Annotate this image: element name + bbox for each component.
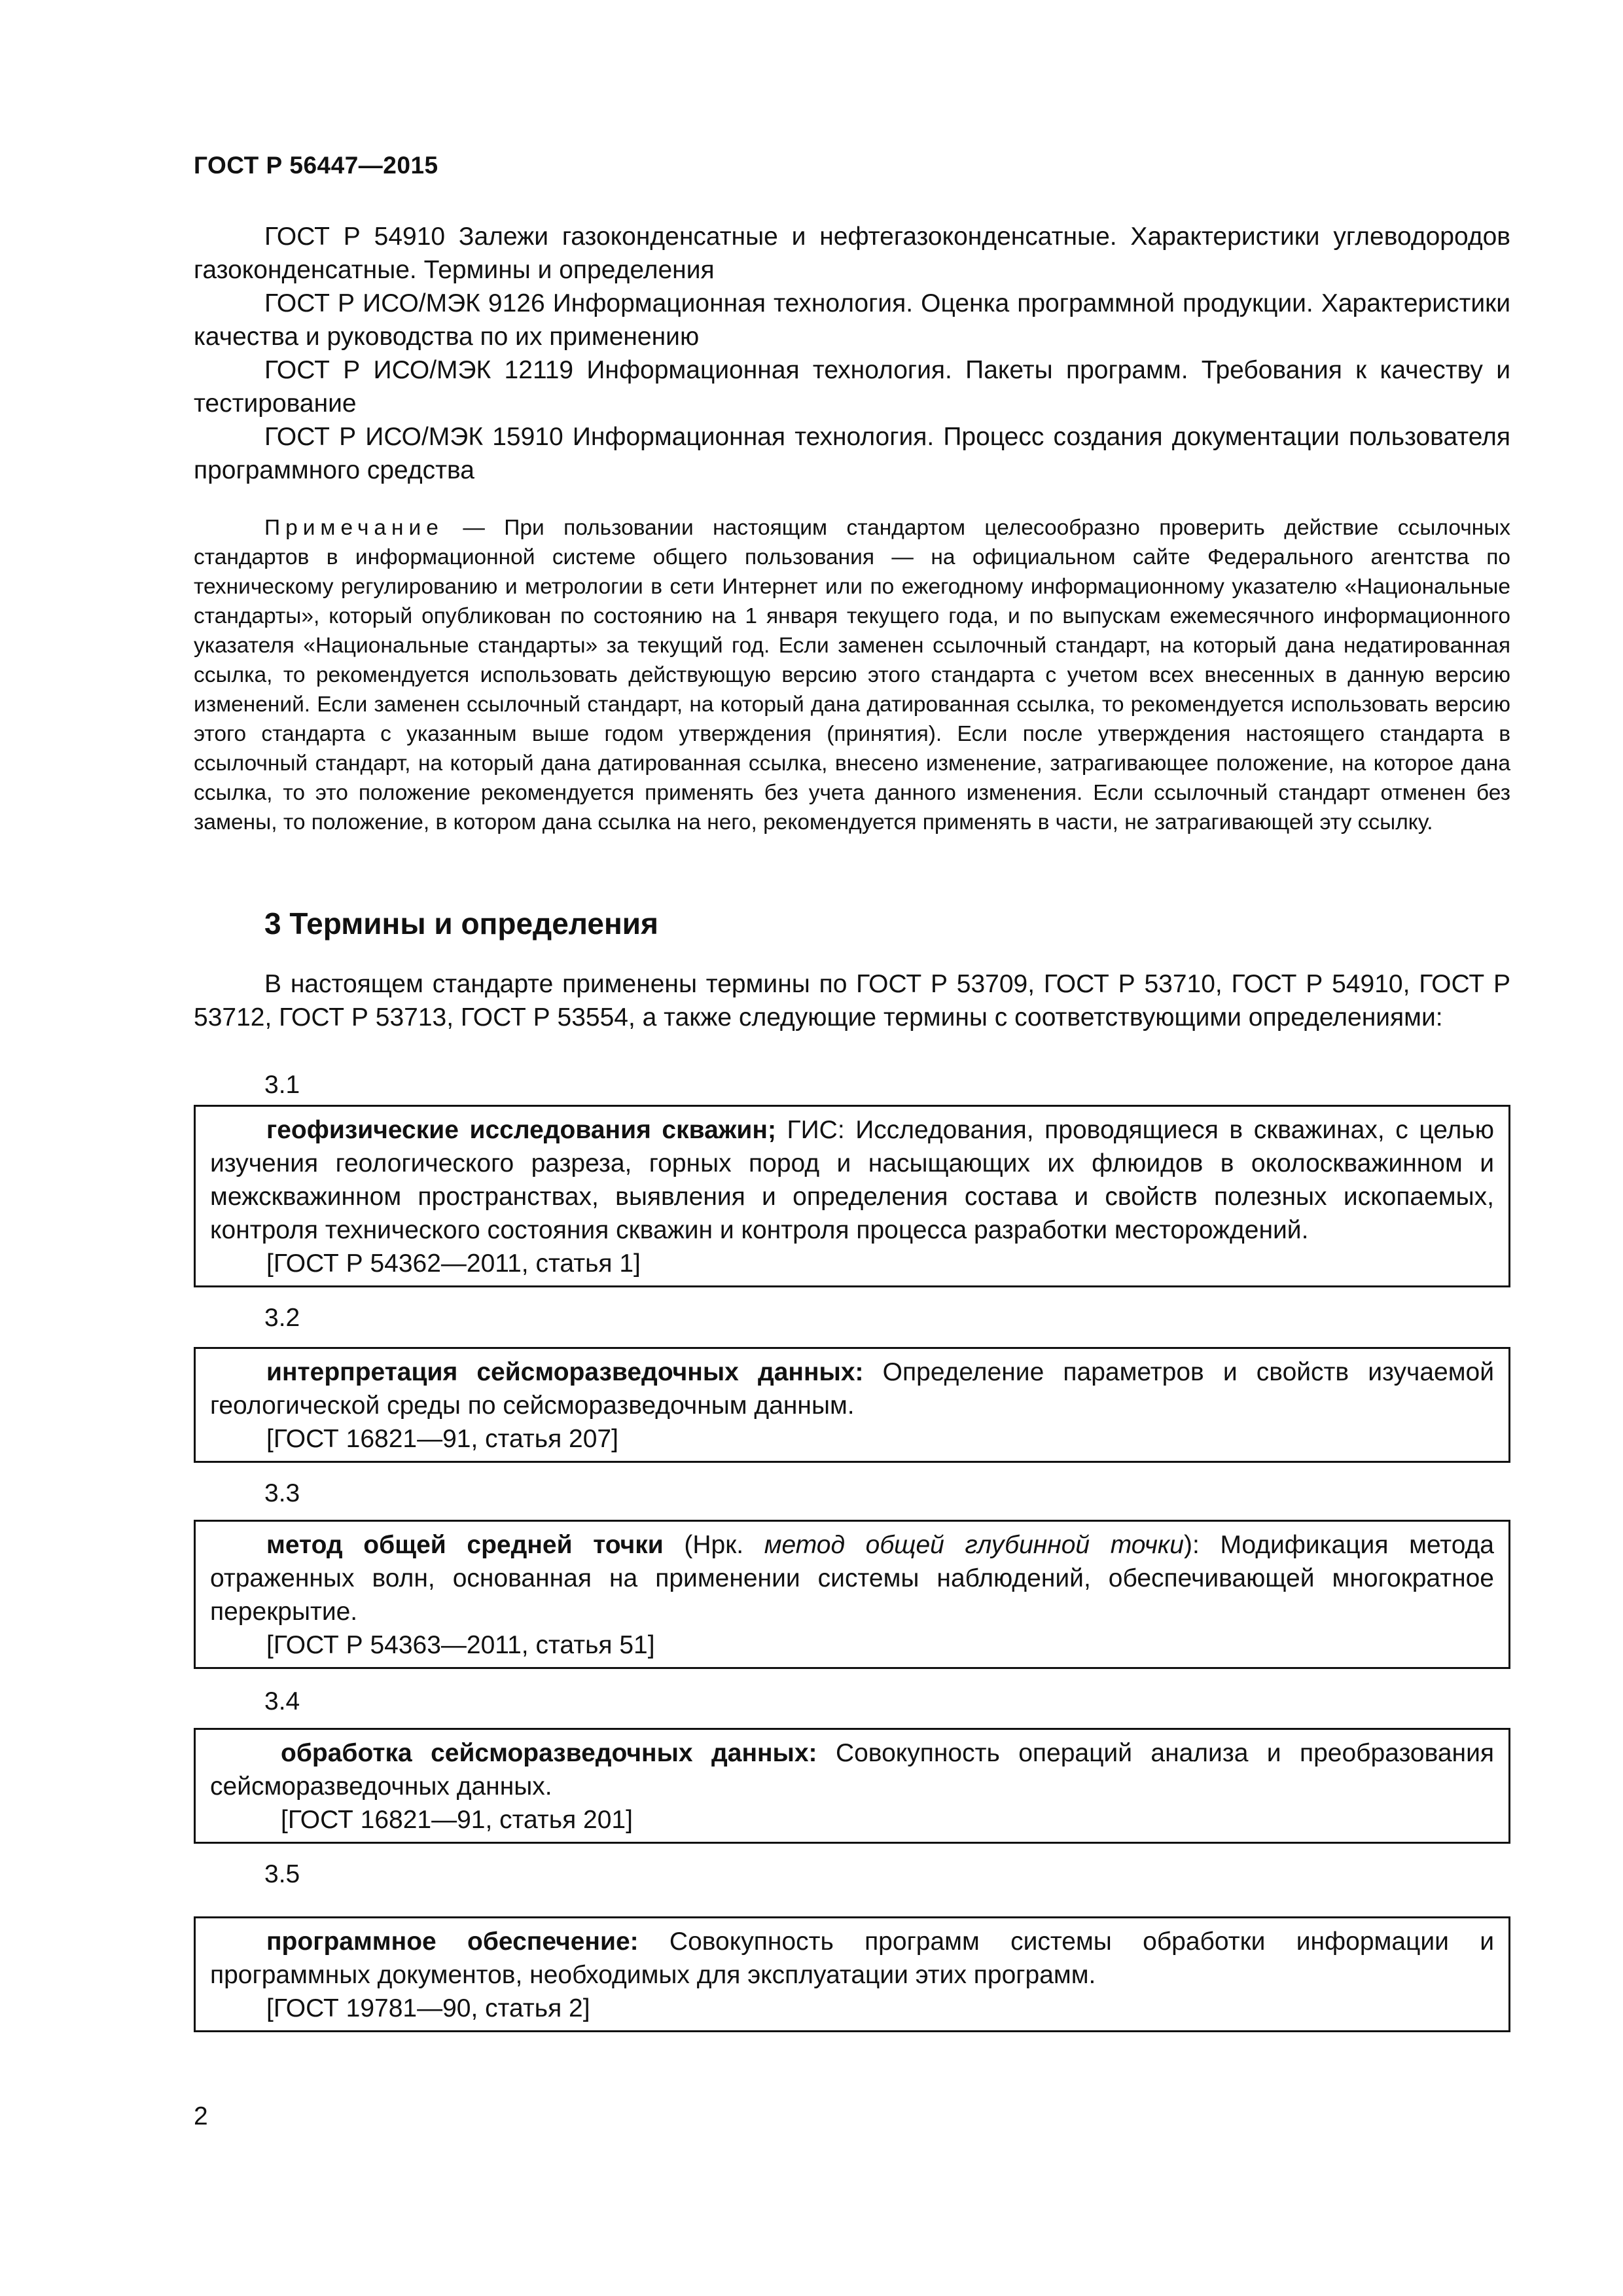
- term-synonym: метод общей глубинной точки: [764, 1531, 1184, 1559]
- term-source: [ГОСТ Р 54362—2011, статья 1]: [266, 1249, 641, 1278]
- term-box: [194, 1728, 1510, 1844]
- note-label: Примечание: [264, 516, 444, 540]
- section-intro: В настоящем стандарте применены термины по ГОСТ Р 53709, ГОСТ Р 53710, ГОСТ Р 54910, ГОСТ Р 53712, ГОСТ Р 53713, ГОСТ Р 53554, а также следующие термины с соответствующими определениями:: [194, 970, 1510, 1031]
- reference-item: ГОСТ Р ИСО/МЭК 15910 Информационная технология. Процесс создания документации пользователя программного средства: [194, 423, 1510, 484]
- term-text: ГИС: Исследования, проводящиеся в скважинах, с целью изучения геологического разреза, горных пород и насыщающих их флюидов в околоскважинном и межскважинном пространствах, выявления и определения состава и свойств полезных ископаемых, контроля технического состояния скважин и контроля процесса разработки месторождений.: [210, 1116, 1494, 1244]
- term-text-open: (Нрк.: [663, 1531, 764, 1559]
- term-box: [194, 1105, 1510, 1287]
- normative-references: [194, 220, 1510, 487]
- reference-item: ГОСТ Р 54910 Залежи газоконденсатные и нефтегазоконденсатные. Характеристики углеводородов газоконденсатные. Термины и определения: [194, 223, 1510, 284]
- section-title: 3 Термины и определения: [264, 906, 658, 941]
- term-name: программное обеспечение:: [266, 1928, 639, 1956]
- term-number: 3.1: [264, 1071, 300, 1099]
- term-name: геофизические исследования скважин;: [266, 1116, 776, 1144]
- term-name: обработка сейсморазведочных данных:: [281, 1739, 817, 1767]
- note-dash: —: [443, 516, 505, 540]
- term-number: 3.4: [264, 1687, 300, 1715]
- term-definition: [210, 1925, 1494, 1992]
- term-source: [ГОСТ 19781—90, статья 2]: [266, 1994, 590, 2022]
- term-name: метод общей средней точки: [266, 1531, 664, 1559]
- term-box: [194, 1520, 1510, 1669]
- term-box: [194, 1347, 1510, 1463]
- reference-item: ГОСТ Р ИСО/МЭК 12119 Информационная технология. Пакеты программ. Требования к качеству и тестирование: [194, 356, 1510, 418]
- term-definition: [210, 1355, 1494, 1422]
- term-source: [ГОСТ 16821—91, статья 201]: [281, 1806, 633, 1834]
- term-text: Совокупность программ системы обработки информации и программных документов, необходимых для эксплуатации этих программ.: [210, 1928, 1494, 1989]
- term-definition: [210, 1736, 1494, 1803]
- term-definition: [210, 1528, 1494, 1628]
- note-paragraph: [194, 513, 1510, 837]
- term-text: Совокупность операций анализа и преобразования сейсморазведочных данных.: [210, 1739, 1494, 1801]
- term-number: 3.5: [264, 1860, 300, 1888]
- term-source: [ГОСТ Р 54363—2011, статья 51]: [266, 1631, 655, 1659]
- document-page: [194, 0, 1510, 2296]
- document-header: ГОСТ Р 56447—2015: [194, 152, 438, 179]
- page-number: 2: [194, 2102, 208, 2130]
- term-number: 3.3: [264, 1479, 300, 1507]
- reference-item: ГОСТ Р ИСО/МЭК 9126 Информационная технология. Оценка программной продукции. Характеристики качества и руководства по их применению: [194, 289, 1510, 351]
- term-text: ): Модификация метода отраженных волн, основанная на применении системы наблюдений, обеспечивающей многократное перекрытие.: [210, 1531, 1494, 1626]
- term-box: [194, 1916, 1510, 2032]
- term-name: интерпретация сейсморазведочных данных:: [266, 1358, 864, 1386]
- term-text: Определение параметров и свойств изучаемой геологической среды по сейсморазведочным данным.: [210, 1358, 1494, 1420]
- term-definition: [210, 1113, 1494, 1247]
- term-source: [ГОСТ 16821—91, статья 207]: [266, 1425, 618, 1453]
- term-number: 3.2: [264, 1304, 300, 1332]
- note-text: При пользовании настоящим стандартом целесообразно проверить действие ссылочных стандартов в информационной системе общего пользования — на официальном сайте Федерального агентства по техническому регулированию и метрологии в сети Интернет или по ежегодному информационному указателю «Национальные стандарты», который опубликован по состоянию на 1 января текущего года, и по выпускам ежемесячного информационного указателя «Национальные стандарты» за текущий год. Если заменен ссылочный стандарт, на который дана недатированная ссылка, то рекомендуется использовать действующую версию этого стандарта с учетом всех внесенных в данную версию изменений. Если заменен ссылочный стандарт, на который дана датированная ссылка, то рекомендуется использовать версию этого стандарта с указанным выше годом утверждения (принятия). Если после утверждения настоящего стандарта в ссылочный стандарт, на который дана датированная ссылка, внесено изменение, затрагивающее положение, на которое дана ссылка, то это положение рекомендуется применять без учета данного изменения. Если ссылочный стандарт отменен без замены, то положение, в котором дана ссылка на него, рекомендуется применять в части, не затрагивающей эту ссылку.: [194, 516, 1510, 834]
